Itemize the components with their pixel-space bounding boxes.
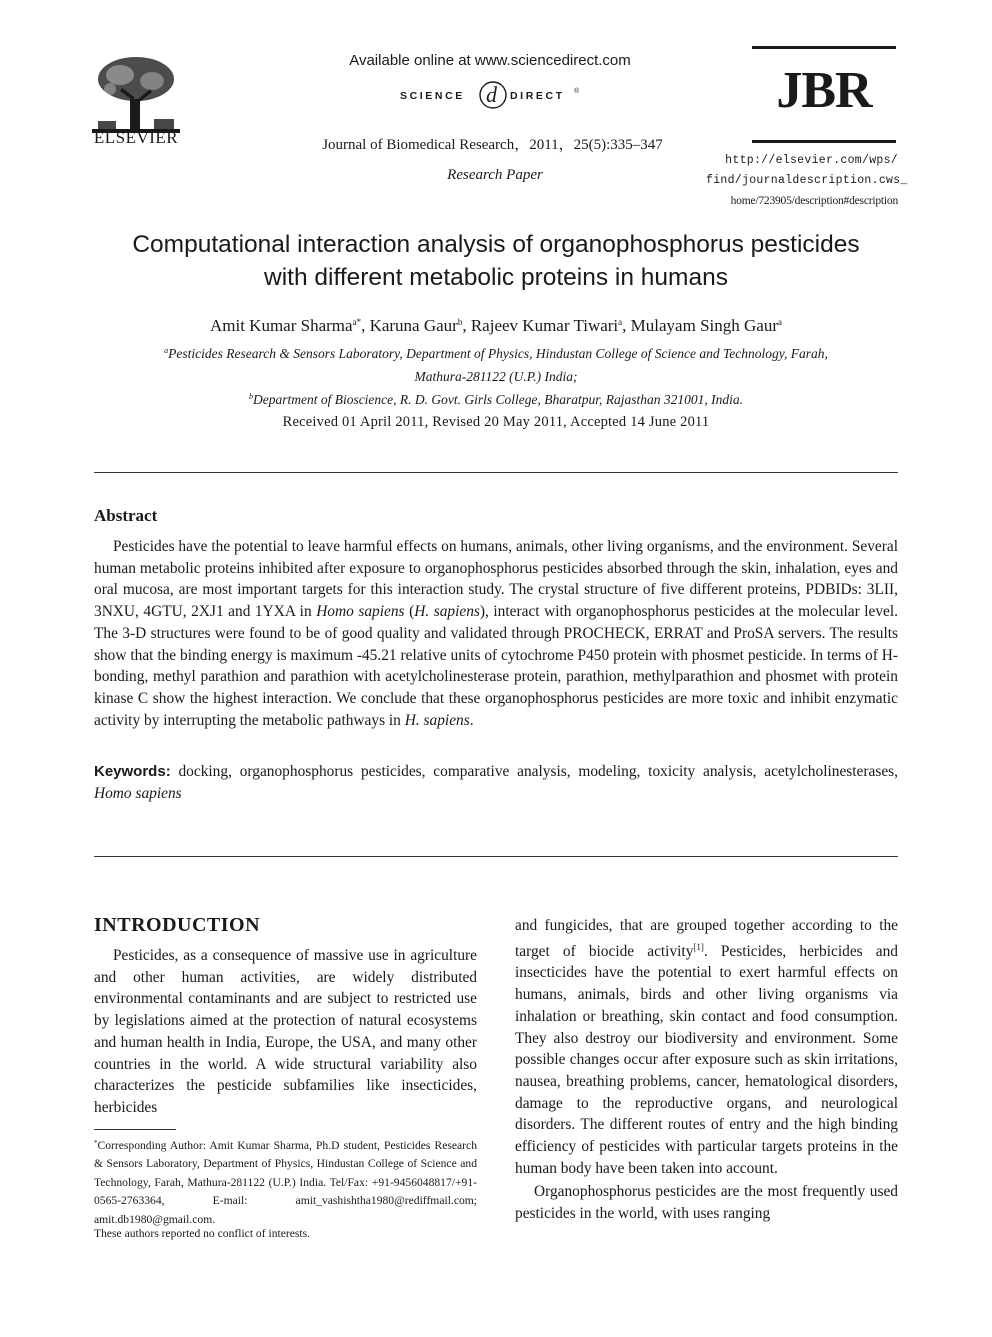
svg-text:®: ®	[574, 88, 580, 95]
sciencedirect-right-word: DIRECT	[510, 90, 565, 102]
affiliation-a-line-2: Mathura-281122 (U.P.) India;	[414, 369, 578, 384]
footnote-rule	[94, 1129, 176, 1130]
intro-left-column: Pesticides, as a consequence of massive use in agriculture and other human activities, are widely distributed environmental contaminants and are subject to restricted use by legislations aimed at the protection of natural ecosystems and human health in India, Europe, the USA, and many other countries in the world. A wide structural variability also characterizes the pesticide subfamilies like insecticides, herbicides	[94, 947, 477, 1116]
author-list	[90, 316, 902, 336]
affiliation-b: $^b$Department of Bioscience, R. D. Govt. Girls College, Bharatpur, Rajasthan 321001, India.	[248, 392, 744, 407]
sciencedirect-logo	[398, 78, 588, 112]
journal-url-line-3[interactable]: home/723905/description#description	[730, 195, 898, 207]
article-title	[90, 228, 902, 294]
abstract-heading: Abstract	[94, 506, 158, 525]
author-name: Amit Kumar Sharma	[209, 316, 353, 335]
jbr-rule-bottom	[752, 140, 896, 143]
keywords: Keywords: docking, organophosphorus pesticides, comparative analysis, modeling, toxicity analysis, acetylcholinesterases, Homo sapiens	[94, 763, 898, 802]
svg-text:d: d	[486, 82, 497, 107]
author-separator: ,	[361, 316, 370, 335]
journal-logo-jbr: JBR	[776, 62, 872, 119]
article-title-line-1: Computational interaction analysis of organophosphorus pesticides	[132, 231, 860, 258]
author-separator: ,	[462, 316, 471, 335]
intro-right-column	[515, 915, 898, 1225]
received-dates: Received 01 April 2011, Revised 20 May 2011, Accepted 14 June 2011	[282, 414, 710, 430]
sciencedirect-left-word: SCIENCE	[400, 90, 465, 102]
paper-type: Research Paper	[447, 167, 543, 183]
citation-ref[interactable]: [1]	[693, 941, 704, 952]
author-affiliation-mark: a*	[352, 317, 362, 327]
author-affiliation-mark: a	[618, 317, 623, 327]
journal-url-line-2[interactable]: find/journaldescription.cws_	[706, 174, 908, 187]
publisher-name: ELSEVIER	[93, 128, 179, 147]
corresponding-author-footnote: *Corresponding Author: Amit Kumar Sharma, Ph.D student, Pesticides Research & Sensors Laboratory, Department of Physics, Hindustan College of Science and Technology, Farah, Mathura-281122 (U.P.) India. Tel/Fax: +91-9456048817/+91-0565-2763364, E-mail: amit_vashishtha1980@rediffmail.com; amit.db1980@gmail.com.	[94, 1139, 477, 1226]
author-affiliation-mark: b	[457, 317, 463, 327]
conflict-statement: These authors reported no conflict of interests.	[94, 1227, 311, 1240]
affiliation-b-mark: b	[248, 392, 253, 401]
available-online-text: Available online at www.sciencedirect.com	[349, 52, 631, 69]
affiliation-a-line-1: $^a$Pesticides Research & Sensors Laboratory, Department of Physics, Hindustan College of Science and Technology, Farah,	[164, 346, 828, 361]
author-name: Karuna Gaur	[369, 316, 458, 335]
abstract-body: Pesticides have the potential to leave harmful effects on humans, animals, other living organisms, and the environment. Several human metabolic proteins inhibited after exposure to organophosphorus pesticides absorbed through the skin, inhalation, eyes and oral mucosa, are most important targets for this interaction study. The crystal structure of five different proteins, PDBIDs: 3LII, 3NXU, 4GTU, 2XJ1 and 1YXA in Homo sapiens (H. sapiens), interact with organophosphorus pesticides at the molecular level. The 3-D structures were found to be of good quality and validated through PROCHECK, ERRAT and ProSA servers. The results show that the binding energy is maximum -45.21 relative units of cytochrome P450 protein with phosmet pesticide. In terms of H-bonding, methyl parathion and parathion with acetylcholinesterase protein, parathion, methylparathion and phosmet with protein kinase C show the highest interaction. We conclude that these organophosphorus pesticides are more toxic and inhibit enzymatic activity by interrupting the metabolic pathways in H. sapiens.	[94, 538, 899, 729]
author-name: Rajeev Kumar Tiwari	[470, 316, 619, 335]
author-name: Mulayam Singh Gaur	[630, 316, 778, 335]
divider-bottom	[94, 856, 898, 857]
article-title-line-2: with different metabolic proteins in humans	[264, 264, 728, 291]
journal-url-line-1[interactable]: http://elsevier.com/wps/	[725, 154, 898, 167]
intro-paragraph: and fungicides, that are grouped together according to the target of biocide activity[1]. Pesticides, herbicides and insecticides have the potential to exert harmful effects on humans, animals, birds and other living organisms via inhalation or breathing, skin contact and food consumption. They also destroy our biodiversity and environment. Some possible changes occur after exposure such as skin irritations, nausea, breathing problems, cancer, hematological disorders, damage to the reproductive organs, and neurological disorders. The different routes of entry and the high binding efficiency of pesticides with particular targets proteins in the human body have been taken into account.	[515, 917, 898, 1177]
jbr-rule-top	[752, 46, 896, 49]
introduction-heading: INTRODUCTION	[94, 914, 261, 936]
affiliation-a-mark: a	[164, 346, 169, 355]
journal-url[interactable]	[706, 151, 908, 211]
author-affiliation-mark: a	[778, 317, 782, 327]
keywords-label: Keywords:	[94, 763, 171, 780]
journal-citation: Journal of Biomedical Research，2011，25(5):335–347	[322, 137, 663, 153]
divider-top	[94, 472, 898, 473]
author-separator: ,	[622, 316, 631, 335]
intro-paragraph: Organophosphorus pesticides are the most frequently used pesticides in the world, with uses ranging	[515, 1183, 898, 1223]
